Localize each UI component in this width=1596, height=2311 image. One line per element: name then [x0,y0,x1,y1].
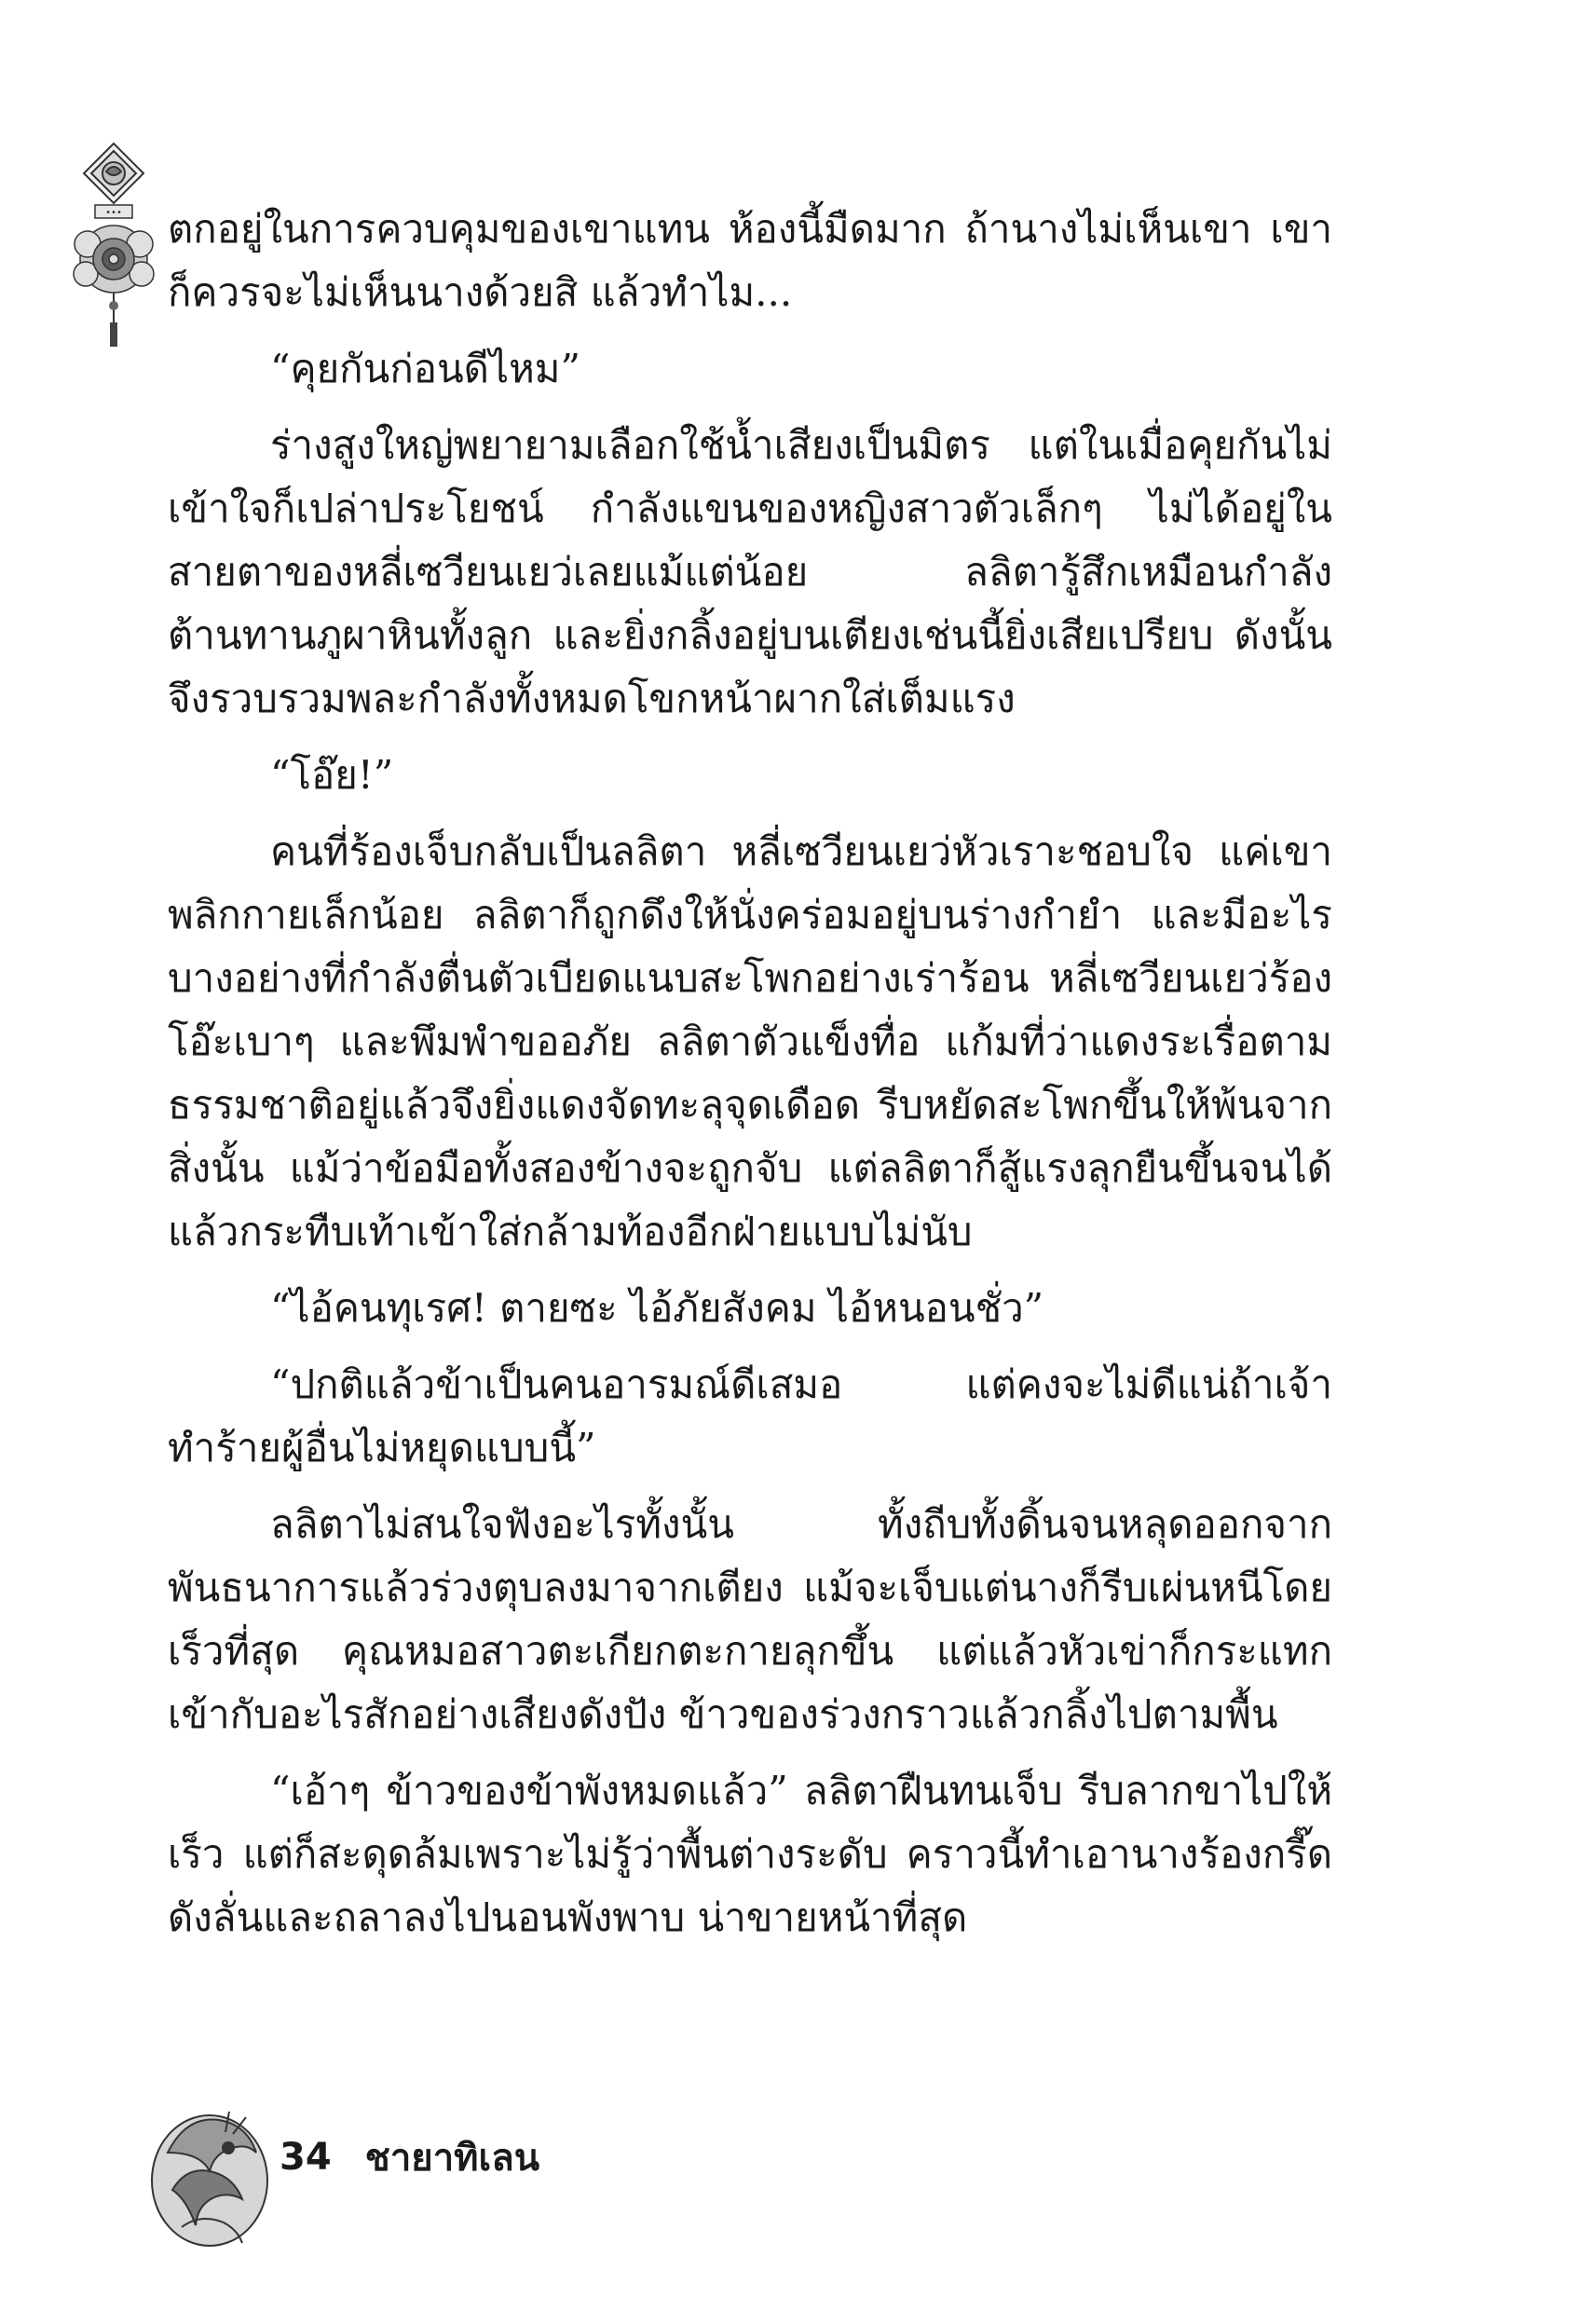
book-title: ชายาทิเลน [364,2137,540,2180]
svg-text:•••: ••• [105,208,122,218]
paragraph: “โอ๊ย!” [270,752,394,798]
paragraph: “เอ้าๆ ข้าวของข้าพังหมดแล้ว” ลลิตาฝืนทนเจ็บ รีบลากขาไปให้เร็ว แต่ก็สะดุดล้มเพราะไม่รู้ว่าพื้นต่างระดับ คราวนี้ทำเอานางร้องกรี๊ดดังลั่นและถลาลงไปนอนพังพาบ น่าขายหน้าที่สุด [168,1768,1332,1940]
paragraph: คนที่ร้องเจ็บกลับเป็นลลิตา หลี่เซวียนเยว่หัวเราะชอบใจ แค่เขาพลิกกายเล็กน้อย ลลิตาก็ถูกดึงให้นั่งคร่อมอยู่บนร่างกำยำ และมีอะไรบางอย่างที่กำลังตื่นตัวเบียดแนบสะโพกอย่างเร่าร้อน หลี่เซวียนเยว่ร้องโอ๊ะเบาๆ และพึมพำขออภัย ลลิตาตัวแข็งทื่อ แก้มที่ว่าแดงระเรื่อตามธรรมชาติอยู่แล้วจึงยิ่งแดงจัดทะลุจุดเดือด รีบหยัดสะโพกขึ้นให้พ้นจากสิ่งนั้น แม้ว่าข้อมือทั้งสองข้างจะถูกจับ แต่ลลิตาก็สู้แรงลุกยืนขึ้นจนได้ แล้วกระทืบเท้าเข้าใส่กล้ามท้องอีกฝ่ายแบบไม่นับ [168,828,1332,1254]
paragraph: “คุยกันก่อนดีไหม” [270,346,580,391]
paragraph: ร่างสูงใหญ่พยายามเลือกใช้น้ำเสียงเป็นมิตร แต่ในเมื่อคุยกันไม่เข้าใจก็เปล่าประโยชน์ กำลังแขนของหญิงสาวตัวเล็กๆ ไม่ได้อยู่ในสายตาของหลี่เซวียนเยว่เลยแม้แต่น้อย ลลิตารู้สึกเหมือนกำลังต้านทานภูผาหินทั้งลูก และยิ่งกลิ้งอยู่บนเตียงเช่นนี้ยิ่งเสียเปรียบ ดังนั้นจึงรวบรวมพละกำลังทั้งหมดโขกหน้าผากใส่เต็มแรง [168,422,1332,721]
dragon-emblem-icon [140,2097,280,2255]
paragraph: ตกอยู่ในการควบคุมของเขาแทน ห้องนี้มืดมาก ถ้านางไม่เห็นเขา เขาก็ควรจะไม่เห็นนางด้วยสิ แล้วทำไม... [168,206,1332,315]
paragraph: “ไอ้คนทุเรศ! ตายซะ ไอ้ภัยสังคม ไอ้หนอนชั่ว” [270,1285,1044,1331]
paragraph: ลลิตาไม่สนใจฟังอะไรทั้งนั้น ทั้งถีบทั้งดิ้นจนหลุดออกจากพันธนาการแล้วร่วงตุบลงมาจากเตียง แม้จะเจ็บแต่นางก็รีบเผ่นหนีโดยเร็วที่สุด คุณหมอสาวตะเกียกตะกายลุกขึ้น แต่แล้วหัวเข่าก็กระแทกเข้ากับอะไรสักอย่างเสียงดังปัง ข้าวของร่วงกราวแล้วกลิ้งไปตามพื้น [168,1501,1332,1737]
page-footer [280,2129,539,2185]
page-number: 34 [280,2136,332,2179]
body-text [168,198,1332,1949]
decorative-seal-icon [58,140,170,354]
paragraph: “ปกติแล้วข้าเป็นคนอารมณ์ดีเสมอ แต่คงจะไม่ดีแน่ถ้าเจ้าทำร้ายผู้อื่นไม่หยุดแบบนี้” [168,1361,1332,1470]
